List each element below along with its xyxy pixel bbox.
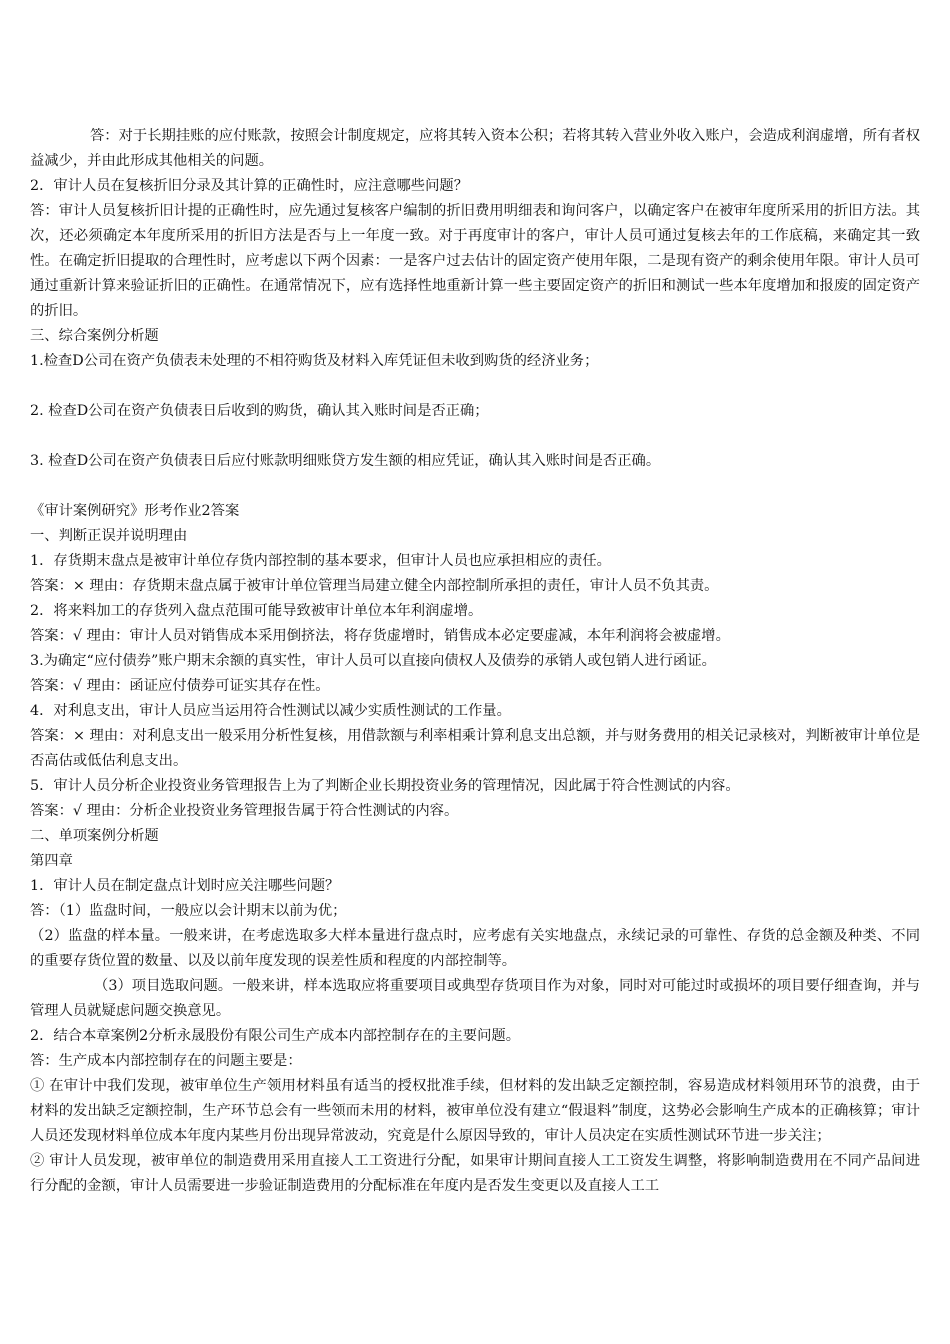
- answer: 答案：√ 理由：函证应付债券可证实其存在性。: [30, 678, 330, 694]
- spacer: [30, 424, 920, 449]
- answer: （3）项目选取问题。一般来讲，样本选取应将重要项目或典型存货项目作为对象，同时对可能过时或损坏的项目要仔细查询，并与管理人员就疑虑问题交换意见。: [30, 978, 920, 1019]
- spacer: [30, 374, 920, 399]
- paragraph: 2. 检查D公司在资产负债表日后收到的购货，确认其入账时间是否正确；: [30, 403, 489, 419]
- answer: ② 审计人员发现，被审单位的制造费用采用直接人工工资进行分配，如果审计期间直接人工工资发生调整，将影响制造费用在不同产品间进行分配的金额，审计人员需要进一步验证制造费用的分配标准在年度内是否发生变更以及直接人工工: [30, 1153, 920, 1194]
- question: 2．将来料加工的存货列入盘点范围可能导致被审计单位本年利润虚增。: [30, 603, 483, 619]
- answer: 答案：× 理由：存货期末盘点属于被审计单位管理当局建立健全内部控制所承担的责任，审计人员不负其责。: [30, 578, 719, 594]
- document-subtitle: 《审计案例研究》形考作业2答案: [30, 503, 240, 519]
- paragraph: 1.检查D公司在资产负债表未处理的不相符购货及材料入库凭证但未收到购货的经济业务；: [30, 353, 599, 369]
- question: 1．存货期末盘点是被审计单位存货内部控制的基本要求，但审计人员也应承担相应的责任。: [30, 553, 611, 569]
- question: 5．审计人员分析企业投资业务管理报告上为了判断企业长期投资业务的管理情况，因此属于符合性测试的内容。: [30, 778, 740, 794]
- answer: （2）监盘的样本量。一般来讲，在考虑选取多大样本量进行盘点时，应考虑有关实地盘点，永续记录的可靠性、存货的总金额及种类、不同的重要存货位置的数量、以及以前年度发现的误差性质和程度的内部控制等。: [30, 928, 920, 969]
- answer: 答：（1）监盘时间，一般应以会计期末以前为优；: [30, 903, 347, 919]
- chapter-heading: 第四章: [30, 853, 73, 869]
- section-heading: 三、综合案例分析题: [30, 328, 159, 344]
- answer: 答案：× 理由：对利息支出一般采用分析性复核，用借款额与利率相乘计算利息支出总额，并与财务费用的相关记录核对，判断被审计单位是否高估或低估利息支出。: [30, 728, 920, 769]
- question: 1．审计人员在制定盘点计划时应关注哪些问题？: [30, 878, 340, 894]
- question: 3.为确定“应付债券”账户期末余额的真实性，审计人员可以直接向债权人及债券的承销人或包销人进行函证。: [30, 653, 716, 669]
- paragraph: 3. 检查D公司在资产负债表日后应付账款明细账贷方发生额的相应凭证，确认其入账时间是否正确。: [30, 453, 661, 469]
- answer: 答案：√ 理由：分析企业投资业务管理报告属于符合性测试的内容。: [30, 803, 459, 819]
- document-body: [30, 124, 920, 1199]
- spacer: [30, 474, 920, 499]
- section-heading: 一、判断正误并说明理由: [30, 528, 188, 544]
- question: 2．结合本章案例2分析永晟股份有限公司生产成本内部控制存在的主要问题。: [30, 1028, 520, 1044]
- answer: 答：生产成本内部控制存在的问题主要是：: [30, 1053, 302, 1069]
- paragraph: 答：对于长期挂账的应付账款，按照会计制度规定，应将其转入资本公积；若将其转入营业外收入账户，会造成利润虚增，所有者权益减少，并由此形成其他相关的问题。: [30, 128, 920, 169]
- section-heading: 二、单项案例分析题: [30, 828, 159, 844]
- answer: ① 在审计中我们发现，被审单位生产领用材料虽有适当的授权批准手续，但材料的发出缺乏定额控制，容易造成材料领用环节的浪费，由于材料的发出缺乏定额控制，生产环节总会有一些领而未用的材料，被审单位没有建立“假退料”制度，这势必会影响生产成本的正确核算；审计人员还发现材料单位成本年度内某些月份出现异常波动，究竟是什么原因导致的，审计人员决定在实质性测试环节进一步关注；: [30, 1078, 920, 1144]
- paragraph: 答：审计人员复核折旧计提的正确性时，应先通过复核客户编制的折旧费用明细表和询问客户，以确定客户在被审年度所采用的折旧方法。其次，还必须确定本年度所采用的折旧方法是否与上一年度一致。对于再度审计的客户，审计人员可通过复核去年的工作底稿，来确定其一致性。在确定折旧提取的合理性时，应考虑以下两个因素：一是客户过去估计的固定资产使用年限，二是现有资产的剩余使用年限。审计人员可通过重新计算来验证折旧的正确性。在通常情况下，应有选择性地重新计算一些主要固定资产的折旧和测试一些本年度增加和报废的固定资产的折旧。: [30, 203, 920, 319]
- paragraph: 2．审计人员在复核折旧分录及其计算的正确性时，应注意哪些问题？: [30, 178, 468, 194]
- answer: 答案：√ 理由：审计人员对销售成本采用倒挤法，将存货虚增时，销售成本必定要虚减，本年利润将会被虚增。: [30, 628, 730, 644]
- question: 4．对利息支出，审计人员应当运用符合性测试以减少实质性测试的工作量。: [30, 703, 511, 719]
